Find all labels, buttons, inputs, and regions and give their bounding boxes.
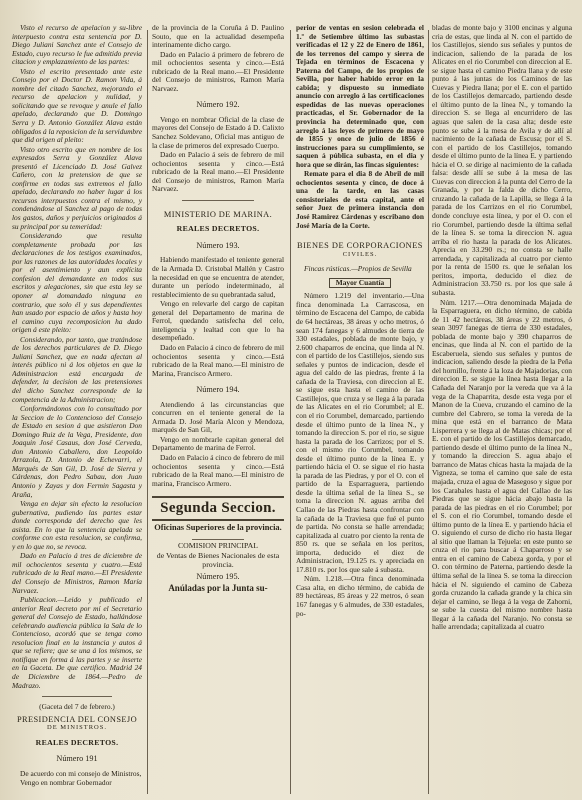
paragraph: Dado en Palacio á cinco de febrero de mil ochocientos sesenta y cinco.—Está rubricado de la Real mano.—El ministro de marina, Francisco Armero. bbox=[152, 452, 284, 488]
section-heading: PRESIDENCIA DEL CONSEJO bbox=[16, 714, 138, 724]
decree-number: Número 191 bbox=[56, 754, 98, 764]
paragraph: Fincas rústicas.—Propios de Sevilla bbox=[304, 264, 412, 274]
column-1 bbox=[12, 24, 142, 796]
paragraph: Núm. 1217.—Otra denominada Majada de la Esparraguera, en dicho término, de cabida de 11 42 hectáreas, 38 áreas y 22 metros, ó sean 3097 fanegas de tierra de 330 estadales, poblada de monte bajo y 390 chaparros de encinas, que linda al N. con el partido de la Escaberuela, siendo sus señales y puntos de indicacion, saliendo desde la piedra de la Peña del hornillo, frente á la loza de Majadorias, con direccion E. se sigue la línea hasta llegar a la Cañada del Naranjo por la vereda que va á la vega de la Chaparrita, desde esta vega por el Manon de la Cueva, cruzando el camino de la cumbre del Cabrero, se toma la vereda de la mina que está en el barranco de Mata Lisperrera y se llega al de Matas chicas; por el E. con el partido de los Castillejos demarcado, partiendo desde el último punto de la línea N., y tomando la direccion S. agua abajo el barranco de Matas chicas hasta la majada de la Vigneza, se toma el camino que sale de esta majada, cruza el agua de Masegoso y sigue por los Carabales hasta el agua del Callao de las Piedras que se sigue hácia abajo hasta la parada de las piedras en el rio Corumbel; por el S. con el rio Corumbel, tomando desde el último punto de la línea E. y partiendo hácia el O. siguiendo el curso de dicho rio hasta llegar al sitio que llaman la Tejuela: en este punto se cruza el rio para buscar á Chaparroso y se entra en el camino de Cabeza gorda, y por el O. con término de Paterna, partiendo desde la última señal de la línea S. se toma la direccion hácia el N. siguiendo el camino de Cabeza gorda cruzando la cañada grande y la chica sin dejar el camino, se llega á la vega de Zahorni, se sube la cuesta del mismo nombre hasta llegar á la cañada del Naranjo. No consta se halle arrendada; capitalizada al cuatro bbox=[432, 297, 572, 632]
commission-title: COMISION PRINCIPAL bbox=[177, 540, 259, 550]
section-title: Segunda Seccion. bbox=[152, 496, 284, 521]
decree-number: Número 194. bbox=[196, 385, 240, 395]
announcement-start: Anúladas por la Junta su- bbox=[168, 582, 268, 593]
column-rule bbox=[290, 30, 291, 794]
paragraph: Número 1.219 del inventario.—Una finca denominada La Carrascosa, en término de Escacena del Campo, de cabida de 64 hectáreas, 38 áreas y ocho metros, ó sean 174 fanegas y 6 almudes de tierra de 330 estadales, poblada de monte bajo, y 2.600 chaparros de encina, que linda al N. con el partido de los Castillejos, siendo sus señales y puntos de indicacion, desde el agua del caldo de las piedras, frente á la cañada de la Traviesa, con direccion al E. se sigue esta hasta el camino de las Castillejos, que cruza y se llega á la parada de las Alicates en el rio Corumbel; al E. con el rio Corumbel, demarcado, partiendo desde el último punto de la línea N., y tomando la direccion S. por el rio, se sigue hasta la parada de los Carrizos; por el S. con el mismo rio Corumbel, tomando desde el último punto de la línea E. y partiendo hácia el O. se sigue el rio hasta la parada de las Piedras, y por el O. con el partido de la Esparraguera, partiendo desde la última señal de la línea S., se toma la direccion N. aguas arriba del Callao de las Piedras hasta confrontar con la cañada de la Traviesa que fué el punto de partida. No consta se halle arrendada; capitalizada al cuatro por ciento la renta de 850 rs. que se señala en los peritos, importa, deducido el diez de Administracion, 19.125 rs. y apreciada en 17.810 rs. por los que sale á subasta. bbox=[296, 291, 424, 574]
paragraph: Dado en Palacio á tres de diciembre de mil ochocientos sesenta y cuatro.—Está rubricado de la Real mano.—El Presidente del Consejo de Ministros, Ramon María Narvaez. bbox=[12, 551, 142, 595]
column-4 bbox=[432, 24, 572, 796]
paragraph: Visto el recurso de apelacion y su-libre interpuesto contra esta sentencia por D. Diego Juliani Sanchez ante el Consejo de Estado, cuyo recurso le fue admitido previa citacion y emplazamiento de las partes: bbox=[12, 24, 142, 67]
column-rule bbox=[147, 30, 148, 794]
paragraph: Publicacion.—Leido y publicado el anterior Real decreto por mí el Secretario general del Consejo de Estado, hallándose celebrando audiencia pública la Sala de lo Contencioso, acordó que se tenga como resolucion final en la instancia y autos á que se refiere; que se una á los mismos, se notifique en forma á las partes y se inserte en la Gaceta. De que certifico. Madrid 24 de Diciembre de 1864.—Pedro de Madrazo. bbox=[12, 595, 142, 690]
ministry-heading: MINISTERIO DE MARINA. bbox=[163, 209, 273, 219]
paragraph: Dado en Palacio á seis de febrero de mil ochocientos sesenta y cinco.—Está rubricado de la Real mano.—El Presidente del Consejo de ministros, Ramon María Narvaez. bbox=[152, 150, 284, 194]
divider bbox=[192, 539, 244, 540]
decree-number: Número 195. bbox=[196, 572, 240, 582]
paragraph: Remate para el dia 8 de Abril de mil ochocientos sesenta y cinco, de doce á una de la tarde, en las casas consistoriales de esta capital, ante el señor Juez de primera instancia don José Ramirez Cárdenas y escribano don José María de la Corte. bbox=[296, 169, 424, 230]
paragraph: Atendiendo á las circunstancias que concurren en el teniente general de la Armada D. José María Alcon y Mendoza, marqués de San Gil, bbox=[152, 399, 284, 435]
decree-number: Número 193. bbox=[196, 240, 240, 250]
divider bbox=[182, 200, 254, 201]
paragraph: bladas de monte bajo y 3100 encinas y alguna cria de estas, que linda al N. con el partido de los Castillejos, siendo sus señales y puntos de indicacion, saliendo de la parada de los Alicates en el rio Corumbel con direccion al E. se sigue hasta el camino Piedra llana y de este punto á las juntas de los Caminos de las Cuevas y Piedra llana; por el E. con el partido de los Castillejos demarcado, partiendo desde el último punto de la línea N., y tomando la direccion S. se llega al encurridero de las aguas que salen de la casa alta; desde este punto se sube á la mesa de Avila y de allí al nacimiento de la cañada de Escusa; por el S. con el partido de los Castillejos, tomando desde el último punto de la línea E. y partiendo hácia el O. se dirige al nacimiento de la cañada falsa: desde allí se sube á la mesa de las Cuevas con direccion á la punta del Cerro de la Granada, y por la falda de dicho Cerro, cruzando la cañada de la Lapilla, se llega á la parada de los Carrizos en el rio Corumbel, donde concluye esta línea, y por el O. con el rio Corumbel, partiendo desde la última señal de la línea S. se toma la direccion N. agua arriba el rio hasta la parada de los Alicates. Aprecia en 33.290 rs.; no consta se halle arrendada, y capitalizada al cuatro por ciento por la renta de 1500 rs. que le señalan los peritos, importa, deducido el diez de Administracion 33.750 rs. por los que sale á subasta. bbox=[432, 24, 572, 297]
column-rule bbox=[428, 30, 429, 794]
category-label: Mayor Cuantía bbox=[296, 278, 424, 289]
section-subheading: DE MINISTROS. bbox=[47, 724, 107, 732]
paragraph: De acuerdo con mi consejo de Ministros, bbox=[20, 768, 142, 778]
paragraph: Dado en Palacio á cinco de febrero de mil ochocientos sesenta y cinco.—Está rubricado de la Real mano.—El ministro de Marina, Francisco Armero. bbox=[152, 342, 284, 378]
section-subtitle: Oficinas Superiores de la provincia. bbox=[154, 523, 282, 533]
paragraph: Vengo en relevarle del cargo de capitan general del Departamento de marina de Ferrol, quedando satisfecha del celo, inteligencia y lealtad con que lo ha desempeñado. bbox=[152, 299, 284, 343]
section-subheading: CIVILES. bbox=[342, 250, 378, 258]
paragraph: Visto el escrito presentado ante este Consejo por el Doctor D. Ramon Vida, á nombre del citado Sanchez, mejorando el recurso de apelacion y nulidad, y solicitando que se revoque y anule el fallo apelado, declarando que D. Domingo Serra y D. Antonio González Alava están obligados á la reposicion de la servidumbre que did origen al pleito: bbox=[12, 66, 142, 145]
commission-subtitle: de Ventas de Bienes Nacionales de esta provincia. bbox=[156, 551, 280, 569]
paragraph: de la provincia de la Coruña á D. Paulino Souto, que en la actualidad desempeña interinamente dicho cargo. bbox=[152, 24, 284, 50]
decree-number: Número 192. bbox=[196, 100, 240, 110]
paragraph: perior de ventas en sesion celebrada el 1.º de Setiembre último las subastas verificadas el 12 y 22 de Enero de 1861, de los terrenos del campo y sierra de Tejada en términos de Escacena y Paterna del Campo, de los propios de Sevilla, por haber habido error en la cabida; y dispuesto su inmediato anuncio con arreglo á las certificaciones espedidas de las nuevas operaciones practicadas, el Sr. Gobernador de la provincia ha determinado que, con arreglo á las leyes de primero de mayo de 1855 y once de julio de 1856 é instrucciones para su cumplimiento, se saquen á pública subasta, en el dia y hora que se dirán, las fincas siguientes: bbox=[296, 24, 424, 169]
paragraph: Vengo en nombrar Gobernador bbox=[20, 778, 112, 788]
section-heading: BIENES DE CORPORACIONES bbox=[297, 241, 423, 251]
paragraph: Considerando que resulta completamente probada por las declaraciones de los testigos examinados, por las razones de las autoridades locales y por el asentimiento y aun explícita confesion del demandante en todos sus escritos y alegaciones, sin que esta ley se oponer al domandado ninguna en contrario, que solo él y sus dependientes han usado por espacio de años y hasta hoy el camino cuya recomposicion ha dado origen á este pleito: bbox=[12, 231, 142, 335]
paragraph: Vengo en nombrarle capitan general del Departamento de marina de Ferrol. bbox=[152, 434, 284, 453]
divider bbox=[42, 696, 112, 697]
paragraph: Vengo en nombrar Oficial de la clase de mayores del Consejo de Estado á D. Calixto Sanchez Soldevano, Oficial mas antiguo de la clase de primeros del expresado Cuerpo. bbox=[152, 114, 284, 150]
decrees-heading: REALES DECRETOS. bbox=[176, 224, 260, 234]
paragraph: Visto otro escrito que en nombre de los expresados Serra y González Alava presentó el Licenciado D. José Galvez Cañero, con la pretension de que se confirme en todas sus extremos el fallo apelado, declarando no haber lugar á los recursos interpuestos contra el mismo, y condenándose al Sanchez al pago de todas los gastos, daños y perjuicios originados á su principal por su temeridad: bbox=[12, 144, 142, 231]
paragraph: Conformándonos con lo consultado por la Seccion de lo Contencioso del Consejo de Estado en sesion á que asistieron Don Domingo Ruiz de la Vega, Presidente, don Joaquin José Casaus, don José Cerveda, don Antonio Caballero, don Leopoldo Arrazola, D. Antonio de Echevarri, el Marqués de San Gil, D. José de Sierra y Cárdenas, don Pedro Sabau, don Juan Antonio y Zayas y don Fermin Sagasta y Araña, bbox=[12, 404, 142, 499]
paragraph: Considerando, por tanto, que tratándose de los derechos particulares de D. Diego Juliani Sanchez, que en nada afectan al interés público ni á los objetos en que la Administracion está encargada de defender, la decision de las pretensiones del dicho Sanchez corresponde de la competencia de la Administracion; bbox=[12, 334, 142, 404]
paragraph: Habiendo manifestado el teniente general de la Armada D. Cristobal Mallén y Castro la necesidad en que se encuentra de atender, durante un período indeterminado, al restablecimiento de su quebrantada salud, bbox=[152, 255, 284, 299]
paragraph: Dado en Palacio á primero de febrero de mil ochocientos sesenta y cinco.—Está rubricado de la Real mano.—El Presidente del Consejo de ministros, Ramon María Narvaez. bbox=[152, 49, 284, 93]
gaceta-ref: (Gaceta del 7 de febrero.) bbox=[39, 702, 115, 712]
decrees-heading: REALES DECRETOS. bbox=[35, 737, 119, 747]
paragraph: Núm. 1.218.—Otra finca denominada Casa alta, en dicho término, de cabida de 89 hectáreas, 85 áreas y 22 metros, ó sean 167 fanegas y 6 almudes, de 330 estadales, po- bbox=[296, 574, 424, 618]
paragraph: Venga en dejar sin efecto la resolucion gubernativa, pudiendo las partes estar donde corresponda del derecho que les asista. En lo que la sentencia apelada se conforme con esta resolucion, se confirma, y en lo que no, se revoca. bbox=[12, 499, 142, 551]
column-2 bbox=[152, 24, 284, 796]
column-3 bbox=[296, 24, 424, 796]
